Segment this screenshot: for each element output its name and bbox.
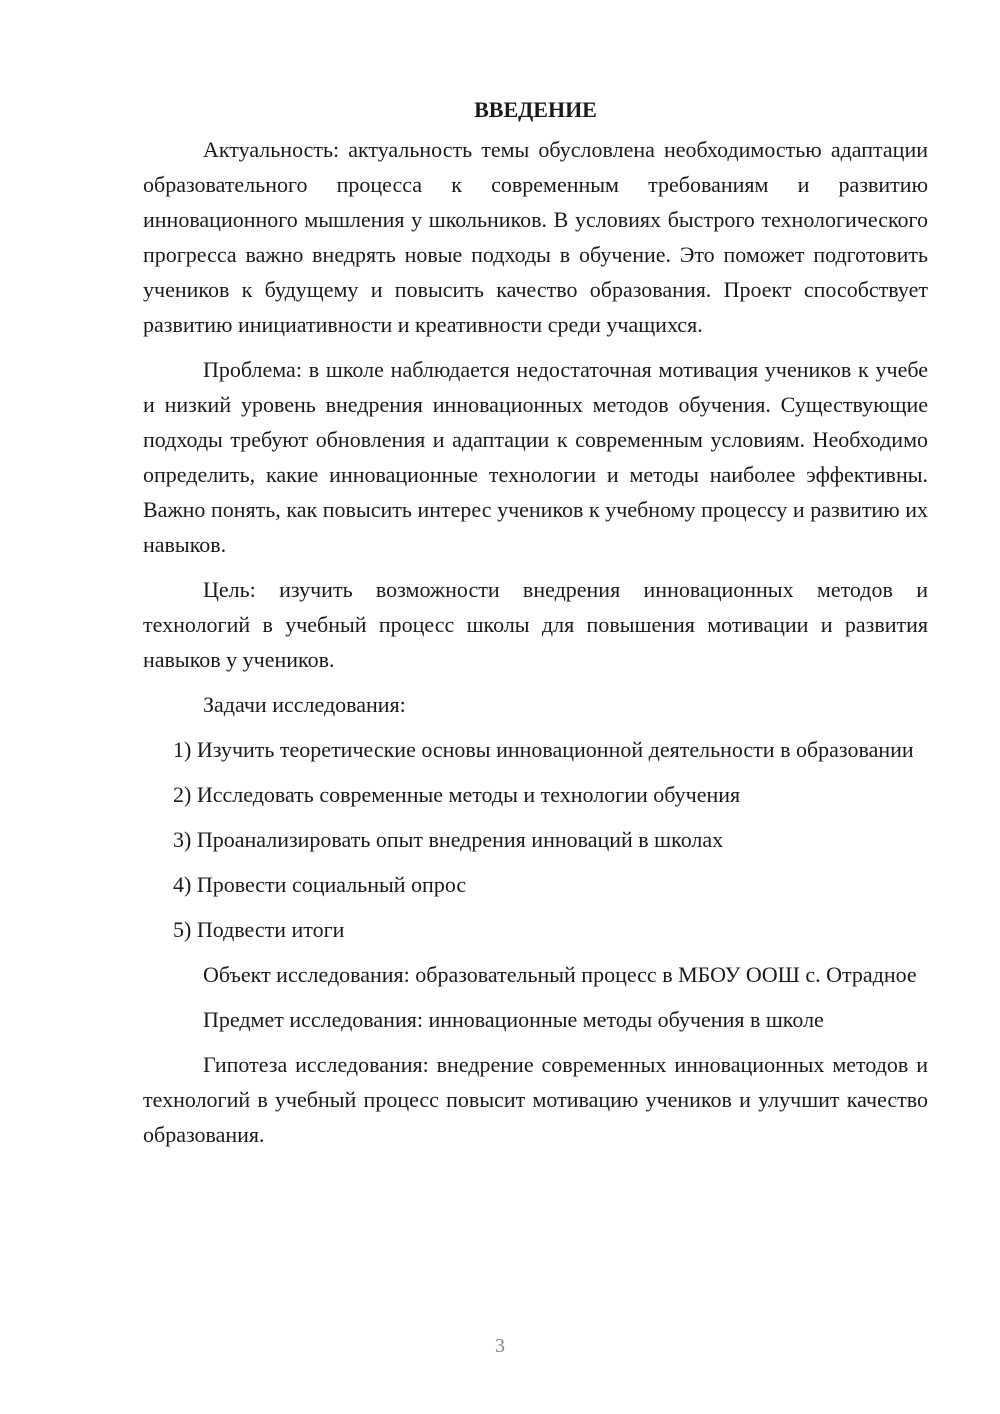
goal-paragraph: Цель: изучить возможности внедрения инновационных методов и технологий в учебный процесс школы для повышения мотивации и развития навыков у учеников.	[143, 577, 928, 672]
page-number: 3	[495, 1335, 505, 1357]
document-page	[143, 92, 928, 1162]
hypothesis-paragraph: Гипотеза исследования: внедрение современных инновационных методов и технологий в учебный процесс повысит мотивацию учеников и улучшит качество образования.	[143, 1052, 928, 1147]
task-item: 5) Подвести итоги	[173, 917, 345, 942]
section-heading: ВВЕДЕНИЕ	[474, 97, 597, 122]
tasks-list	[143, 732, 928, 947]
task-item: 3) Проанализировать опыт внедрения инноваций в школах	[173, 827, 724, 852]
problem-paragraph: Проблема: в школе наблюдается недостаточная мотивация учеников к учебе и низкий уровень внедрения инновационных методов обучения. Существующие подходы требуют обновления и адаптации к современным условиям. Необходимо определить, какие инновационные технологии и методы наиболее эффективны. Важно понять, как повысить интерес учеников к учебному процессу и развитию их навыков.	[143, 357, 928, 557]
task-item: 4) Провести социальный опрос	[173, 872, 467, 897]
task-item: 1) Изучить теоретические основы инновационной деятельности в образовании	[173, 737, 914, 762]
tasks-title: Задачи исследования:	[203, 692, 406, 717]
task-item: 2) Исследовать современные методы и технологии обучения	[173, 782, 741, 807]
relevance-paragraph: Актуальность: актуальность темы обусловлена необходимостью адаптации образовательного процесса к современным требованиям и развитию инновационного мышления у школьников. В условиях быстрого технологического прогресса важно внедрять новые подходы в обучение. Это поможет подготовить учеников к будущему и повысить качество образования. Проект способствует развитию инициативности и креативности среди учащихся.	[143, 137, 928, 337]
subject-paragraph: Предмет исследования: инновационные методы обучения в школе	[203, 1007, 824, 1032]
object-paragraph: Объект исследования: образовательный процесс в МБОУ ООШ с. Отрадное	[203, 962, 917, 987]
